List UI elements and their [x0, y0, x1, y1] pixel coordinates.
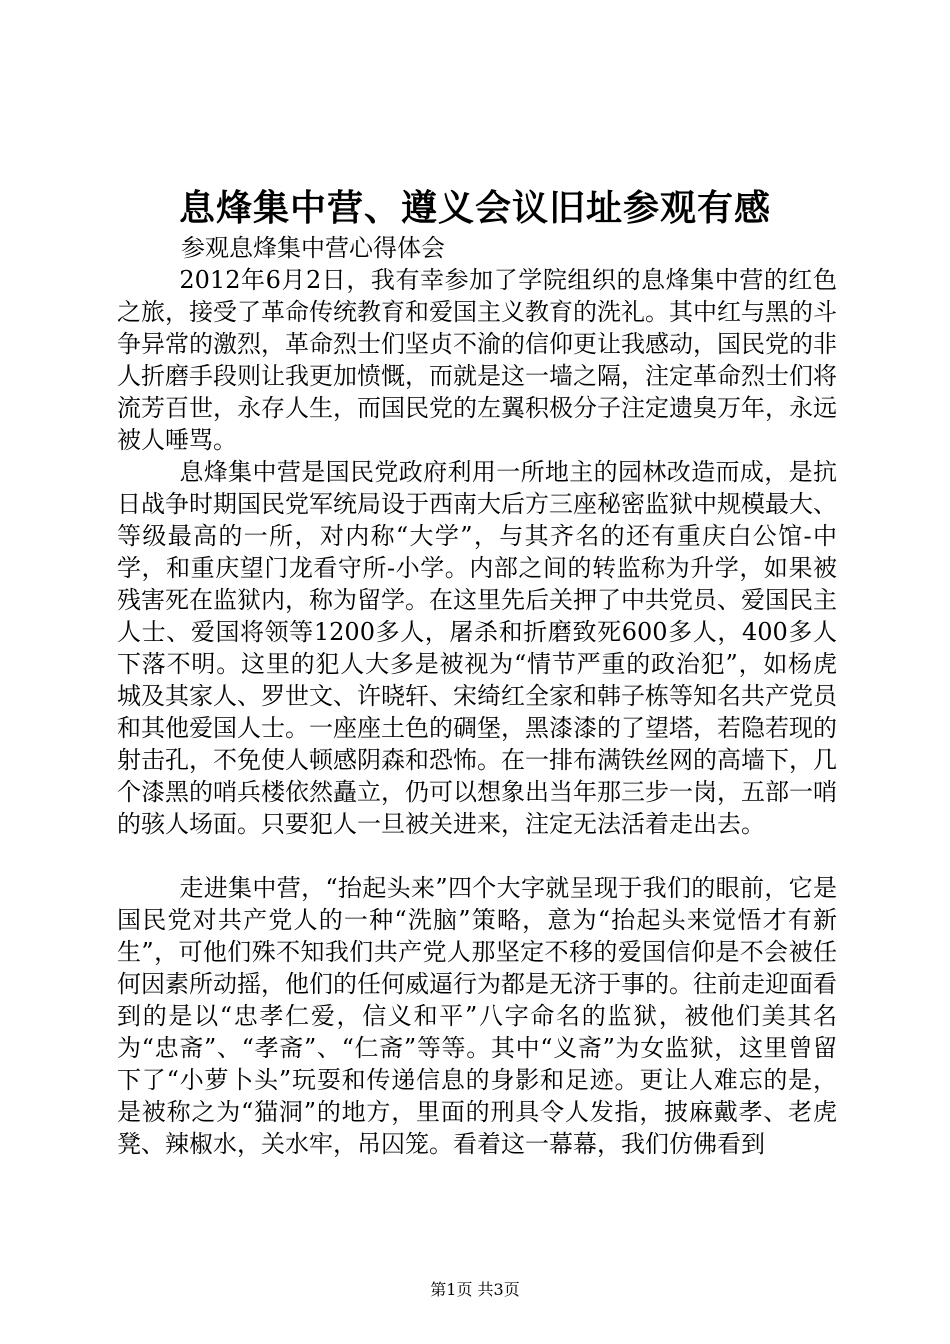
paragraph-3: 走进集中营，“抬起头来”四个大字就呈现于我们的眼前，它是国民党对共产党人的一种“洗脑”策略，意为“抬起头来觉悟才有新生”，可他们殊不知我们共产党人那坚定不移的爱国信仰是不会被任何因素所动摇，他们的任何威逼行为都是无济于事的。往前走迎面看到的是以“忠孝仁爱，信义和平”八字命名的监狱，被他们美其名为“忠斋”、“孝斋”、“仁斋”等等。其中“义斋”为女监狱，这里曾留下了“小萝卜头”玩耍和传递信息的身影和足迹。更让人难忘的是，是被称之为“猫洞”的地方，里面的刑具令人发指，披麻戴孝、老虎凳、辣椒水，关水牢，吊囚笼。看着这一幕幕，我们仿佛看到	[117, 874, 837, 1158]
paragraph-2: 息烽集中营是国民党政府利用一所地主的园林改造而成，是抗日战争时期国民党军统局设于西南大后方三座秘密监狱中规模最大、等级最高的一所，对内称“大学”，与其齐名的还有重庆白公馆-中学，和重庆望门龙看守所-小学。内部之间的转监称为升学，如果被残害死在监狱内，称为留学。在这里先后关押了中共党员、爱国民主人士、爱国将领等1200多人，屠杀和折磨致死600多人，400多人下落不明。这里的犯人大多是被视为“情节严重的政治犯”，如杨虎城及其家人、罗世文、许晓轩、宋绮红全家和韩子栋等知名共产党员和其他爱国人士。一座座土色的碉堡，黑漆漆的了望塔，若隐若现的射击孔，不免使人顿感阴森和恐怖。在一排布满铁丝网的高墙下，几个漆黑的哨兵楼依然矗立，仍可以想象出当年那三步一岗，五部一哨的骇人场面。只要犯人一旦被关进来，注定无法活着走出去。	[117, 458, 837, 838]
paragraph-1: 2012年6月2日，我有幸参加了学院组织的息烽集中营的红色之旅，接受了革命传统教育和爱国主义教育的洗礼。其中红与黑的斗争异常的激烈，革命烈士们坚贞不渝的信仰更让我感动，国民党的非人折磨手段则让我更加愤慨，而就是这一墙之隔，注定革命烈士们将流芳百世，永存人生，而国民党的左翼积极分子注定遗臭万年，永远被人唾骂。	[117, 266, 837, 454]
page-number-footer: 第1页 共3页	[430, 1280, 520, 1299]
paragraph-spacer	[117, 840, 837, 872]
document-subtitle: 参观息烽集中营心得体会	[181, 234, 445, 262]
document-body	[117, 232, 837, 1160]
document-title: 息烽集中营、遵义会议旧址参观有感	[178, 188, 771, 229]
